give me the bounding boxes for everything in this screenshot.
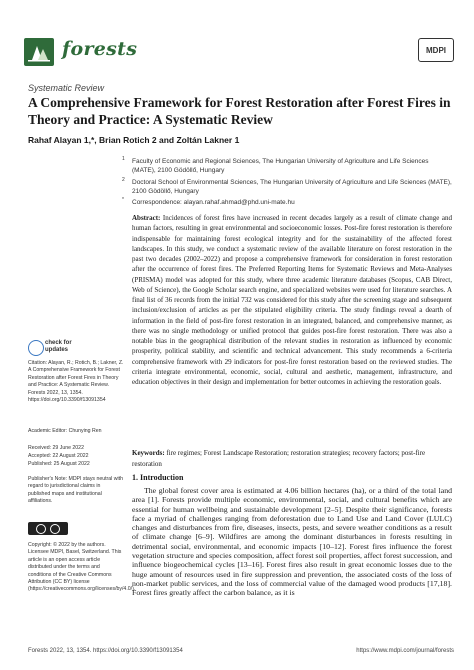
- check-updates-icon[interactable]: [28, 340, 44, 356]
- authors-text: Rahaf Alayan 1,*, Brian Rotich 2 and Zoltán Lakner 1: [28, 135, 240, 145]
- keywords-label: Keywords:: [132, 449, 165, 457]
- copyright-notice: Copyright: © 2022 by the authors. Licensee MDPI, Basel, Switzerland. This article is an open access article distributed under the terms and conditions of the Creative Commons Attribution (CC BY) license (https://creativecommons.org/licenses/by/4.0/).: [28, 542, 136, 593]
- affiliation-number: *: [122, 197, 124, 203]
- affiliation-number: 1: [122, 156, 125, 162]
- affiliation-number: 2: [122, 177, 125, 183]
- article-type: Systematic Review: [28, 83, 105, 93]
- mdpi-logo[interactable]: MDPI: [418, 38, 454, 62]
- author-list: [28, 135, 239, 145]
- affiliation-1: [122, 156, 452, 175]
- correspondence-text[interactable]: Correspondence: alayan.rahaf.ahmad@phd.uni-mate.hu: [132, 199, 295, 206]
- abstract-label: Abstract:: [132, 214, 161, 222]
- section-heading: 1. Introduction: [132, 473, 184, 482]
- abstract-text: Incidences of forest fires have increased in recent decades largely as a result of climate change and human factors, resulting in great environmental and socioeconomic losses. Post-fire forest restoration is therefore indispensable for maintaining forest ecological integrity and for the sustainability of the affected forest landscapes. In this study, we conduct a systematic review of the available literature on forest restoration in the past two decades (2002–2022) and propose a comprehensive framework for consideration in forest restoration after the occurrence of forest fires. The Preferred Reporting Items for Systematic Reviews and Meta-Analyses (PRISMA) model was adopted for this study, where three academic literature databases (Scopus, CAB Direct, Web of Science), the Google Scholar search engine, and specialized websites were used for literature searches. A final list of 36 records from the initial 732 was considered for this study after the screening stage and subsequent inclusion/exclusion of articles as per the stipulated eligibility criteria. The study findings reveal a dearth of information in the field of post-fire forest restoration in an integrated, balanced, and comprehensive manner, as there was no single methodology or unified protocol that guides post-fire forest restoration. There was also a notable bias in the geographical distribution of the relevant studies in restoration as influenced by economic prosperity, political stability, and scientific and technical advancement. This study recommends a 6-criteria comprehensive framework with 29 indicators for post-fire forest restoration based on the reviewed studies. The criteria integrate environmental, economic, social, cultural and aesthetic, management, infrastructure, and education objectives in their design and implementation for better outcomes in achieving the restoration goals.: [132, 214, 452, 386]
- abstract: [132, 213, 452, 387]
- article-title: A Comprehensive Framework for Forest Restoration after Forest Fires in Theory and Practice: A Systematic Review: [28, 95, 451, 127]
- citation: Citation: Alayan, R.; Rotich, B.; Lakner, Z. A Comprehensive Framework for Forest Restoration after Forest Fires in Theory and Practice: A Systematic Review. Forests 2022, 13, 1354. https://doi.org/10.3390/f13091354: [28, 360, 124, 404]
- accepted-date: Accepted: 22 August 2022: [28, 453, 89, 459]
- journal-logo-icon: [24, 38, 54, 66]
- keywords-text: fire regimes; Forest Landscape Restoration; restoration strategies; recovery factors; post-fire restoration: [132, 449, 426, 468]
- cc-license-icon[interactable]: [28, 522, 68, 535]
- academic-editor: Academic Editor: Chunying Ren: [28, 428, 102, 434]
- affiliation-2: [122, 177, 452, 196]
- published-date: Published: 25 August 2022: [28, 461, 90, 467]
- introduction-text: The global forest cover area is estimated at 4.06 billion hectares (ha), or a third of the total land area [1]. Forests provide multiple economic, environmental, social, and cultural benefits which are essential for human wellbeing and sustainable development [2–5]. Despite their significance, forests face a myriad of challenges ranging from deforestation due to Land Use and Land Cover (LULC) changes and disturbances from fire, diseases, insects, pests, and severe weather conditions as a result of climate change [6–9]. Wildfires are among the dominant disturbances in forests resulting in detrimental social, environmental, and economic impacts [10–12]. Forest fires influence the forest vegetation structure and species composition, affect forest soil properties, affect forest succession, and influence biogeochemical cycles [13–16]. Forest fires also result in great economic losses due to the huge amount of resources used in fire suppression and prevention, the associated costs of the loss of non-market public services, and the loss of commercial value of the damaged wood products [17,18]. Forest fires greatly affect the carbon balance, as it is: [132, 486, 452, 598]
- footer-citation[interactable]: Forests 2022, 13, 1354. https://doi.org/10.3390/f13091354: [28, 648, 183, 654]
- journal-name[interactable]: forests: [62, 38, 138, 60]
- tree-icon: [24, 38, 54, 66]
- publisher-note: Publisher's Note: MDPI stays neutral with regard to jurisdictional claims in published maps and institutional affiliations.: [28, 476, 123, 505]
- check-updates-label[interactable]: check for updates: [45, 340, 72, 353]
- correspondence: [122, 197, 452, 207]
- page-footer: [28, 648, 454, 654]
- received-date: Received: 29 June 2022: [28, 445, 84, 451]
- affiliation-text: Faculty of Economic and Regional Sciences, The Hungarian University of Agriculture and Life Sciences (MATE), 2100 Gödöllő, Hungary: [132, 158, 429, 174]
- footer-url[interactable]: https://www.mdpi.com/journal/forests: [356, 648, 454, 654]
- affiliation-text: Doctoral School of Environmental Sciences, The Hungarian University of Agriculture and Life Sciences (MATE), 2100 Gödöllő, Hungary: [132, 179, 452, 195]
- keywords: [132, 448, 452, 469]
